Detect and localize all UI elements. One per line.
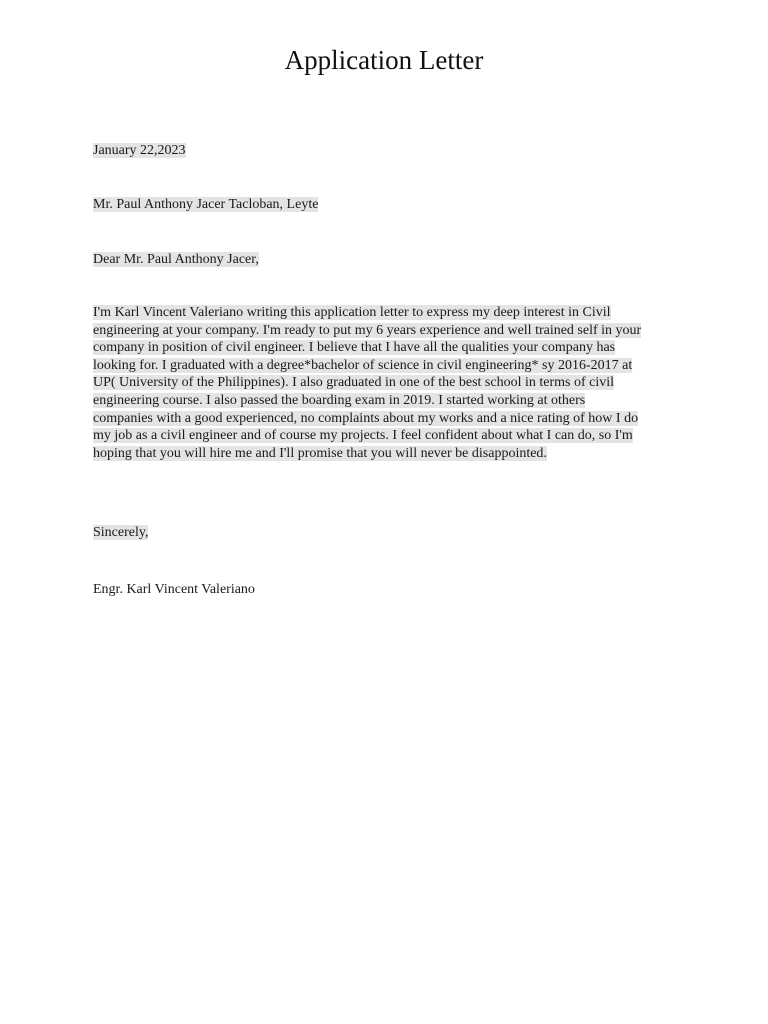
letter-date-text: January 22,2023 xyxy=(93,143,186,158)
body-line: UP( University of the Philippines). I also graduated in one of the best school in terms of civil xyxy=(93,375,615,391)
letter-signature xyxy=(93,581,255,599)
document-title: Application Letter xyxy=(284,45,484,75)
letter-salutation-text: Dear Mr. Paul Anthony Jacer, xyxy=(93,252,259,267)
body-line: my job as a civil engineer and of course my projects. I feel confident about what I can do, so I'm xyxy=(93,428,633,444)
letter-salutation xyxy=(93,251,259,269)
letter-signature-text: Engr. Karl Vincent Valeriano xyxy=(93,582,255,597)
body-line: engineering at your company. I'm ready to put my 6 years experience and well trained self in your xyxy=(93,322,642,338)
letter-date xyxy=(93,142,186,160)
body-line: I'm Karl Vincent Valeriano writing this application letter to express my deep interest in Civil xyxy=(93,305,611,320)
body-line: looking for. I graduated with a degree*bachelor of science in civil engineering* sy 2016-2017 at xyxy=(93,357,633,373)
letter-recipient-text: Mr. Paul Anthony Jacer Tacloban, Leyte xyxy=(93,197,319,212)
letter-recipient xyxy=(93,196,318,214)
letter-closing xyxy=(93,524,148,542)
body-line: engineering course. I also passed the boarding exam in 2019. I started working at others xyxy=(93,392,586,408)
body-line: hoping that you will hire me and I'll promise that you will never be disappointed. xyxy=(93,445,547,461)
letter-closing-text: Sincerely, xyxy=(93,525,149,540)
body-line: company in position of civil engineer. I believe that I have all the qualities your company has xyxy=(93,340,616,356)
body-line: companies with a good experienced, no complaints about my works and a nice rating of how I do xyxy=(93,410,639,426)
letter-body xyxy=(93,304,683,462)
